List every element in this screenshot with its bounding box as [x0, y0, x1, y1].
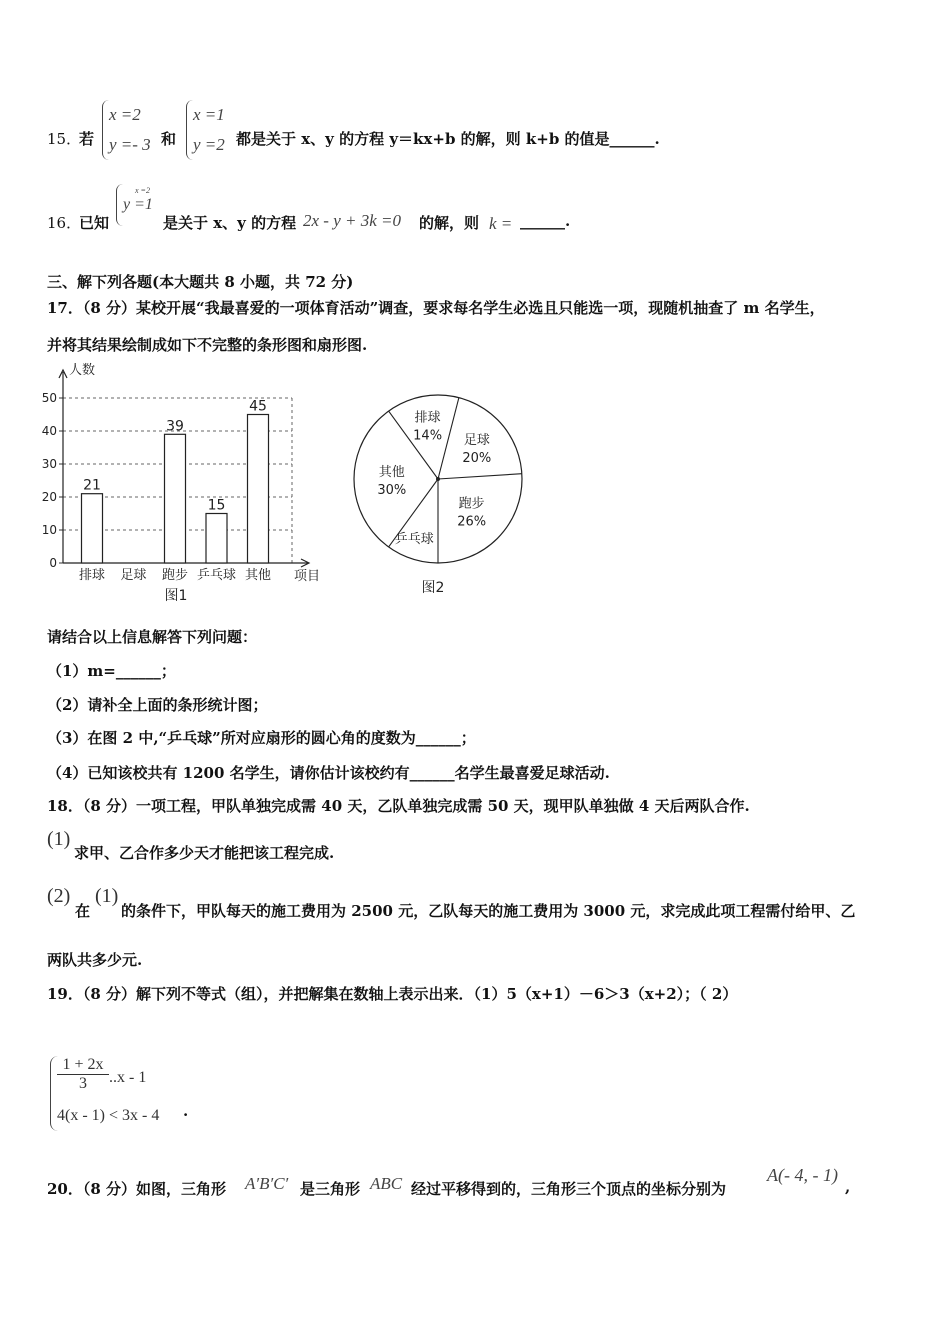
- q18-line-1: 18．（8 分）一项工程，甲队单独完成需 40 天，乙队单独完成需 50 天，现甲队单独做 4 天后两队合作.: [47, 797, 750, 815]
- bar: [206, 514, 227, 564]
- q16-system: x =2 y =1: [116, 184, 153, 226]
- pie-slice-label: 跑步: [458, 496, 485, 512]
- section-3-heading: 三、解下列各题(本大题共 8 小题，共 72 分): [47, 273, 354, 291]
- pie-slice-percent: 26%: [457, 514, 487, 530]
- chart-title: 图1: [164, 588, 188, 604]
- bar: [82, 494, 103, 563]
- q19-line-1: 19．（8 分）解下列不等式（组），并把解集在数轴上表示出来．（1）5（x+1）－6＞3（x+2）；（ 2）: [47, 985, 738, 1003]
- pie-slice-label: 足球: [463, 432, 490, 448]
- q18-part-2-ref: (1): [95, 885, 119, 907]
- q19-ineq-2: 4(x - 1) < 3x - 4: [57, 1107, 160, 1124]
- bar-chart: [40, 360, 340, 610]
- x-category-label: 其他: [244, 568, 272, 583]
- bar: [248, 415, 269, 564]
- q17-sub-1: （1）m=______；: [47, 662, 176, 680]
- q15-system-2: x =1 y =2: [186, 100, 225, 160]
- q17-line-2: 并将其结果绘制成如下不完整的条形图和扇形图.: [47, 336, 368, 354]
- q20-text-2: 是三角形: [300, 1180, 361, 1198]
- q17-sub-3: （3）在图 2 中,“乒乓球”所对应扇形的圆心角的度数为______；: [47, 729, 476, 747]
- bar-chart-layer: [42, 362, 320, 604]
- q16-equation: 2x - y + 3k =0: [303, 211, 401, 230]
- q18-part-2-zai: 在: [75, 902, 91, 920]
- pie-slice-label: 乒乓球: [394, 531, 434, 547]
- bar-value-label: 45: [249, 398, 267, 415]
- y-tick-label: 30: [41, 457, 57, 471]
- q18-part-2-text: 的条件下，甲队每天的施工费用为 2500 元，乙队每天的施工费用为 3000 元，求完成此项工程需付给甲、乙: [121, 902, 856, 920]
- q20-text-3: 经过平移得到的，三角形三个顶点的坐标分别为: [411, 1180, 727, 1198]
- q16-number: 16．: [47, 214, 82, 232]
- q20-coordinate: A(- 4, - 1): [767, 1165, 838, 1185]
- y-tick-label: 40: [41, 424, 57, 438]
- x-category-label: 乒乓球: [196, 568, 237, 583]
- chart-title: 图2: [421, 580, 445, 596]
- q17-line-1: 17．（8 分）某校开展“我最喜爱的一项体育活动”调查，要求每名学生必选且只能选一项，现随机抽查了 m 名学生，: [47, 299, 825, 317]
- bar: [165, 434, 186, 563]
- q20-triangle-prime: A′B′C′: [245, 1174, 289, 1193]
- q18-part-1-text: 求甲、乙合作多少天才能把该工程完成.: [74, 844, 335, 862]
- q19-ineq-1-rhs: ..x - 1: [109, 1069, 147, 1086]
- q17-prompt: 请结合以上信息解答下列问题：: [47, 628, 258, 646]
- q15-he: 和: [161, 130, 177, 148]
- q19-inequality-system: [50, 1056, 191, 1131]
- q20-triangle: ABC: [370, 1174, 403, 1193]
- q17-sub-2: （2）请补全上面的条形统计图；: [47, 696, 268, 714]
- q19-fraction: 1 + 2x 3: [57, 1056, 109, 1093]
- x-category-label: 排球: [78, 568, 106, 583]
- pie-slice-percent: 30%: [377, 483, 407, 498]
- pie-slice-label: 其他: [378, 465, 405, 480]
- q18-part-1-mark: (1): [47, 828, 71, 850]
- pie-slice-percent: 14%: [413, 428, 443, 444]
- q16-text: 是关于 x、y 的方程: [163, 214, 297, 232]
- q20-comma: ,: [845, 1178, 851, 1196]
- q15-system-1: x =2 y =- 3: [102, 100, 151, 160]
- q16-de-jie: 的解，则: [419, 214, 480, 232]
- pie-chart-layer: [354, 395, 522, 596]
- y-axis-label: 人数: [69, 363, 96, 378]
- x-category-label: 足球: [120, 568, 147, 583]
- q16-yizhi: 已知: [79, 214, 110, 232]
- y-tick-label: 50: [41, 391, 57, 405]
- pie-center-dot: [436, 477, 440, 481]
- q15-text: 都是关于 x、y 的方程 y＝kx+b 的解，则 k+b 的值是______.: [236, 130, 660, 148]
- q19-period: .: [183, 1102, 189, 1120]
- bar-value-label: 39: [166, 418, 184, 435]
- y-tick-label: 10: [41, 523, 57, 537]
- q17-sub-4: （4）已知该校共有 1200 名学生，请你估计该校约有______名学生最喜爱足球活动.: [47, 764, 610, 782]
- y-tick-label: 20: [41, 490, 57, 504]
- q15-ruo: 若: [79, 130, 95, 148]
- q16-blank: ______.: [520, 212, 571, 230]
- pie-slice-percent: 20%: [462, 450, 492, 466]
- q15-number: 15．: [47, 130, 82, 148]
- bar-value-label: 21: [83, 477, 101, 494]
- pie-chart: [345, 390, 545, 605]
- q16-k: k =: [489, 214, 513, 233]
- q20-text-1: 20．（8 分）如图，三角形: [47, 1180, 227, 1198]
- q18-part-2-line-2: 两队共多少元.: [47, 951, 143, 969]
- q18-part-2-mark: (2): [47, 885, 71, 907]
- y-tick-label: 0: [49, 556, 57, 570]
- bar-value-label: 15: [207, 497, 226, 514]
- pie-slice-label: 排球: [414, 410, 441, 426]
- x-axis-label: 项目: [294, 569, 321, 584]
- x-category-label: 跑步: [161, 568, 189, 583]
